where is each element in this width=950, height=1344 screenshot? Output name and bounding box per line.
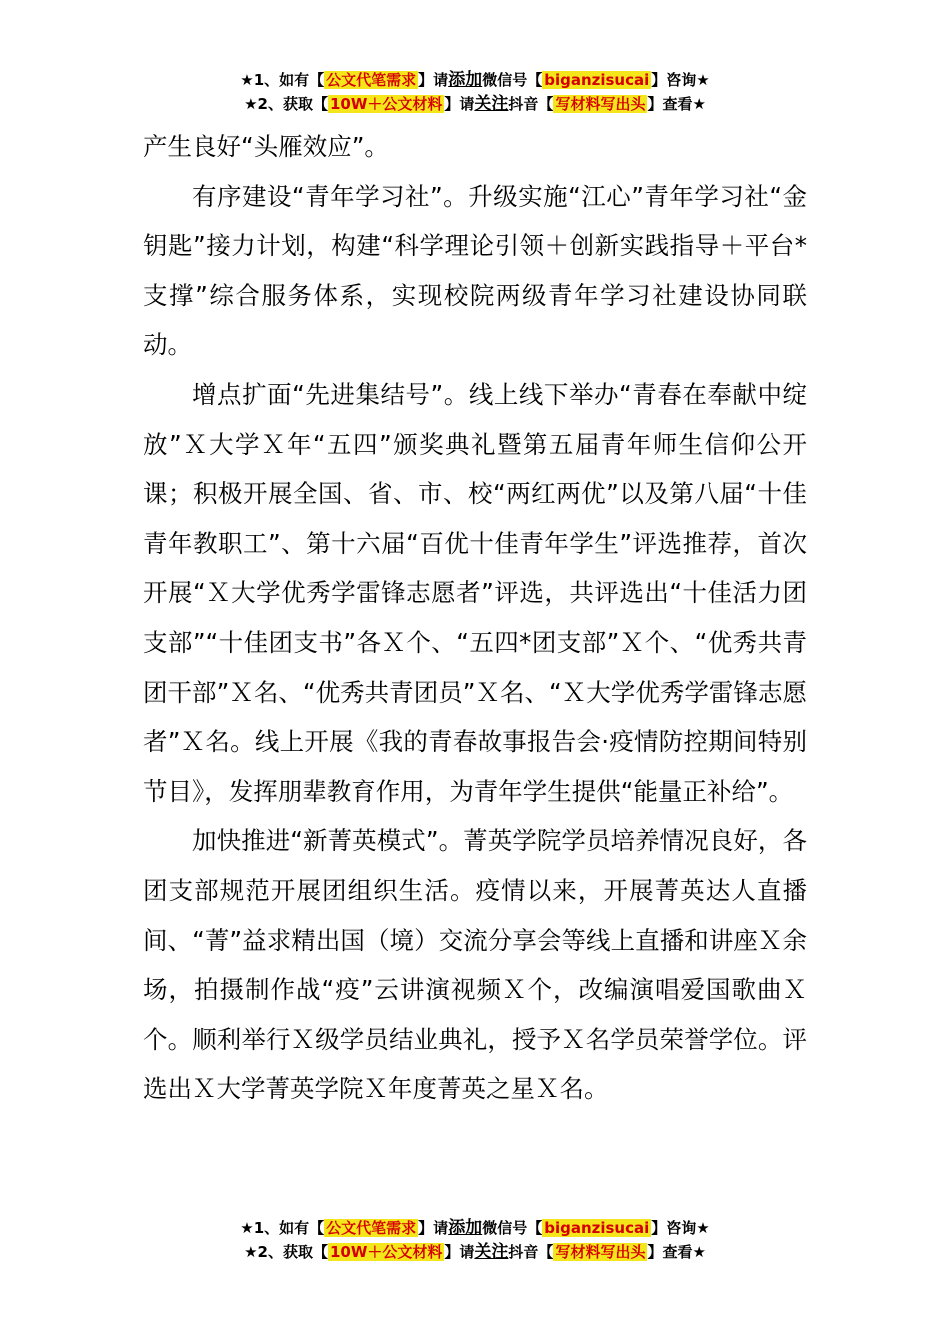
footer-line-1-prefix: ★1、如有【 (240, 1219, 325, 1237)
footer-line-2 (0, 1240, 950, 1264)
footer-line-1-suffix: 】咨询★ (651, 1219, 710, 1237)
footer-line-1-underlined: 添加 (448, 1218, 483, 1238)
footer-line-1-text-2: 微信号【 (482, 1219, 543, 1237)
footer-line-2-prefix: ★2、获取【 (244, 1243, 328, 1261)
header-line-2-suffix: 】查看★ (647, 95, 706, 113)
header-line-1-suffix: 】咨询★ (651, 71, 710, 89)
paragraph-elite-model: 加快推进“新菁英模式”。菁英学院学员培养情况良好，各团支部规范开展团组织生活。疫情以来，开展菁英达人直播间、“菁”益求精出国（境）交流分享会等线上直播和讲座Ｘ余场，拍摄制作战“疫”云讲演视频Ｘ个，改编演唱爱国歌曲Ｘ个。顺利举行Ｘ级学员结业典礼，授予Ｘ名学员荣誉学位。评选出Ｘ大学菁英学院Ｘ年度菁英之星Ｘ名。 (143, 826, 807, 1104)
header-highlight-douyin: 写材料写出头 (555, 95, 646, 113)
header-banner (0, 68, 950, 116)
header-line-2-text: 】请 (444, 95, 475, 113)
header-line-1-underlined: 添加 (448, 70, 483, 90)
footer-banner (0, 1216, 950, 1264)
header-highlight-materials: 10W＋公文材料 (329, 95, 443, 113)
document-body (143, 122, 807, 1114)
paragraph-youth-study-society: 有序建设“青年学习社”。升级实施“江心”青年学习社“金钥匙”接力计划，构建“科学理论引领＋创新实践指导＋平台*支撑”综合服务体系，实现校院两级青年学习社建设协同联动。 (143, 181, 807, 360)
paragraph-advanced-rally: 增点扩面“先进集结号”。线上线下举办“青春在奉献中绽放”Ｘ大学Ｘ年“五四”颁奖典礼暨第五届青年师生信仰公开课；积极开展全国、省、市、校“两红两优”以及第八届“十佳青年教职工”、第十六届“百优十佳青年学生”评选推荐，首次开展“Ｘ大学优秀学雷锋志愿者”评选，共评选出“十佳活力团支部”“十佳团支书”各Ｘ个、“五四*团支部”Ｘ个、“优秀共青团干部”Ｘ名、“优秀共青团员”Ｘ名、“Ｘ大学优秀学雷锋志愿者”Ｘ名。线上开展《我的青春故事报告会·疫情防控期间特别节目》，发挥朋辈教育作用，为青年学生提供“能量正补给”。 (143, 379, 807, 806)
footer-highlight-materials: 10W＋公文材料 (329, 1243, 443, 1261)
header-line-2-text-2: 抖音【 (508, 95, 554, 113)
header-line-1-text: 】请 (418, 71, 449, 89)
footer-line-2-text-2: 抖音【 (508, 1243, 554, 1261)
header-line-2-underlined: 关注 (474, 94, 509, 114)
footer-line-2-underlined: 关注 (474, 1242, 509, 1262)
header-line-1 (0, 68, 950, 92)
footer-line-2-suffix: 】查看★ (647, 1243, 706, 1261)
footer-line-1 (0, 1216, 950, 1240)
footer-line-2-text: 】请 (444, 1243, 475, 1261)
footer-highlight-douyin: 写材料写出头 (555, 1243, 646, 1261)
header-line-1-text-2: 微信号【 (482, 71, 543, 89)
header-highlight-ghostwriting: 公文代笔需求 (326, 71, 417, 89)
footer-line-1-text: 】请 (418, 1219, 449, 1237)
footer-highlight-ghostwriting: 公文代笔需求 (326, 1219, 417, 1237)
footer-highlight-wechat-id: biganzisucai (544, 1219, 650, 1237)
header-line-2-prefix: ★2、获取【 (244, 95, 328, 113)
paragraph-continuation: 产生良好“头雁效应”。 (143, 132, 389, 161)
header-highlight-wechat-id: biganzisucai (544, 71, 650, 89)
header-line-1-prefix: ★1、如有【 (240, 71, 325, 89)
header-line-2 (0, 92, 950, 116)
